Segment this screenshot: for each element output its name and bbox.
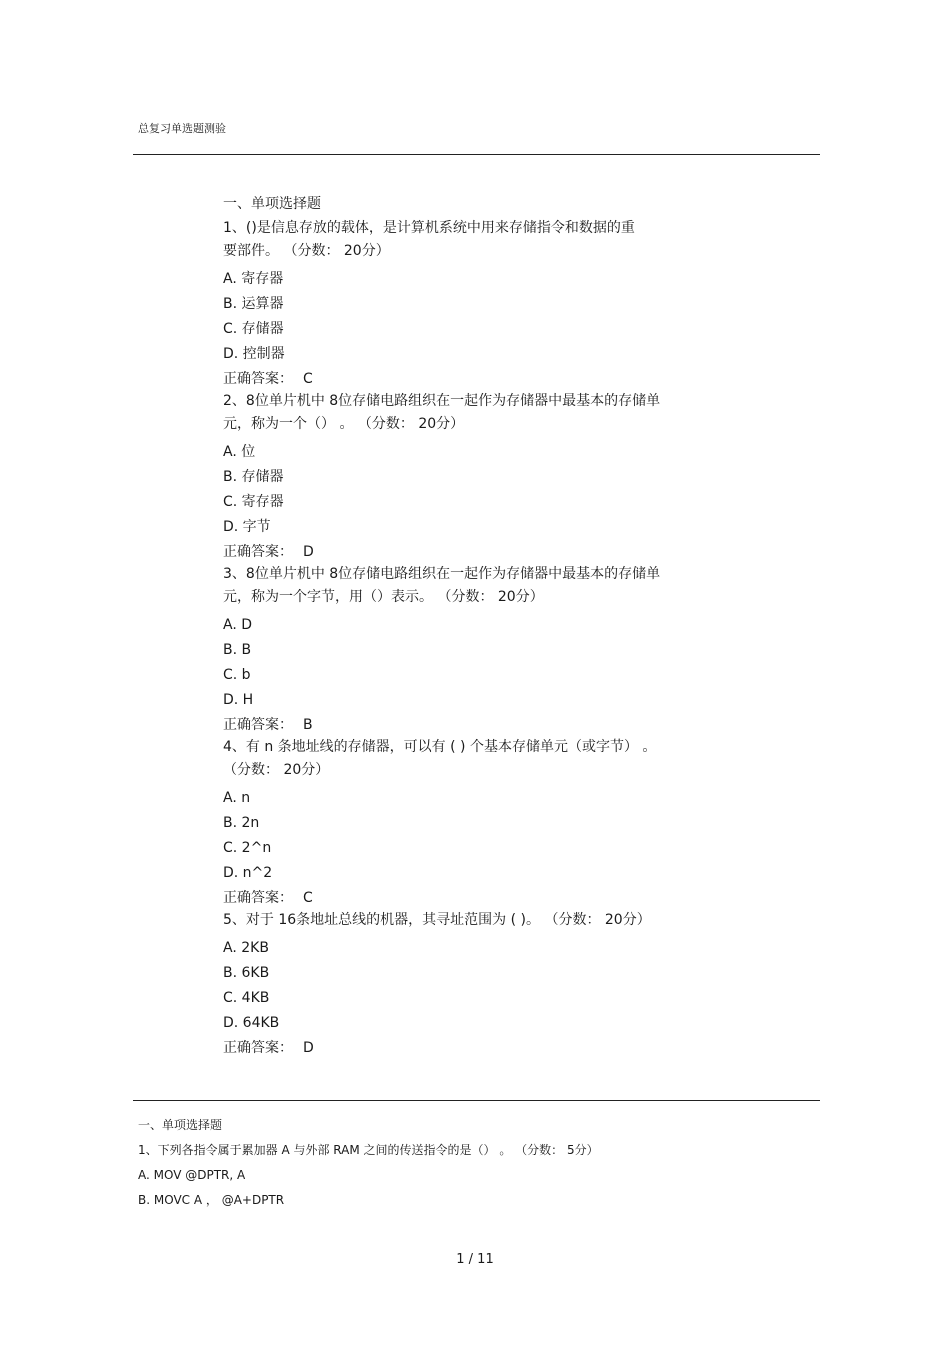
question-block [223, 563, 783, 736]
question-text-cont: 元，称为一个字节，用（）表示。 （分数： 20分） [223, 589, 544, 605]
option-d: D. H [223, 692, 254, 708]
option-a: A. MOV @DPTR, A [138, 1168, 246, 1182]
question-text-cont: （分数： 20分） [223, 762, 330, 778]
option-d: D. n^2 [223, 865, 273, 881]
answer-label: 正确答案： [223, 717, 293, 733]
option-c: C. 存储器 [223, 321, 284, 337]
question-block [223, 217, 783, 390]
question-text: 5、对于 16条地址总线的机器，其寻址范围为 ( )。 （分数： 20分） [223, 912, 651, 928]
option-a: A. 位 [223, 444, 256, 460]
question-block [223, 390, 783, 563]
option-b: B. 存储器 [223, 469, 284, 485]
page-number: 1 / 11 [456, 1252, 494, 1267]
correct-answer [223, 1036, 783, 1059]
option-d: D. 控制器 [223, 346, 285, 362]
correct-answer [223, 367, 783, 390]
question-text: 2、8位单片机中 8位存储电路组织在一起作为存储器中最基本的存储单 [223, 393, 661, 409]
option-d: D. 字节 [223, 519, 271, 535]
question-text: 1、下列各指令属于累加器 A 与外部 RAM 之间的传送指令的是（） 。 （分数： 5分） [138, 1143, 599, 1157]
answer-label: 正确答案： [223, 1040, 293, 1056]
question-text-cont: 要部件。 （分数： 20分） [223, 243, 390, 259]
section-title: 一、单项选择题 [223, 196, 321, 212]
question-text: 1、()是信息存放的载体，是计算机系统中用来存储指令和数据的重 [223, 220, 635, 236]
question-text: 3、8位单片机中 8位存储电路组织在一起作为存储器中最基本的存储单 [223, 566, 661, 582]
question-text-cont: 元，称为一个（） 。 （分数： 20分） [223, 416, 465, 432]
question-block [223, 909, 783, 1059]
correct-answer [223, 540, 783, 563]
question-block [223, 736, 783, 909]
answer-label: 正确答案： [223, 544, 293, 560]
option-c: C. b [223, 667, 251, 683]
section-rule [133, 1100, 820, 1101]
option-b: B. 运算器 [223, 296, 284, 312]
correct-answer [223, 713, 783, 736]
option-a: A. n [223, 790, 251, 806]
option-c: C. 寄存器 [223, 494, 284, 510]
answer-value: C [303, 890, 313, 906]
option-b: B. MOVC A ， @A+DPTR [138, 1193, 285, 1207]
option-a: A. 寄存器 [223, 271, 284, 287]
section-title: 一、单项选择题 [138, 1118, 223, 1132]
answer-label: 正确答案： [223, 371, 293, 387]
answer-value: D [303, 544, 314, 560]
option-a: A. D [223, 617, 253, 633]
option-d: D. 64KB [223, 1015, 280, 1031]
answer-label: 正确答案： [223, 890, 293, 906]
option-b: B. 2n [223, 815, 260, 831]
next-section [138, 1113, 838, 1213]
header-rule [133, 154, 820, 155]
quiz-section [223, 192, 783, 1059]
correct-answer [223, 886, 783, 909]
answer-value: D [303, 1040, 314, 1056]
option-c: C. 2^n [223, 840, 272, 856]
option-c: C. 4KB [223, 990, 270, 1006]
option-b: B. B [223, 642, 252, 658]
option-b: B. 6KB [223, 965, 270, 981]
option-a: A. 2KB [223, 940, 269, 956]
answer-value: B [303, 717, 313, 733]
question-text: 4、有 n 条地址线的存储器，可以有 ( ) 个基本存储单元（或字节） 。 [223, 739, 657, 755]
running-header: 总复习单选题测验 [138, 122, 226, 135]
answer-value: C [303, 371, 313, 387]
